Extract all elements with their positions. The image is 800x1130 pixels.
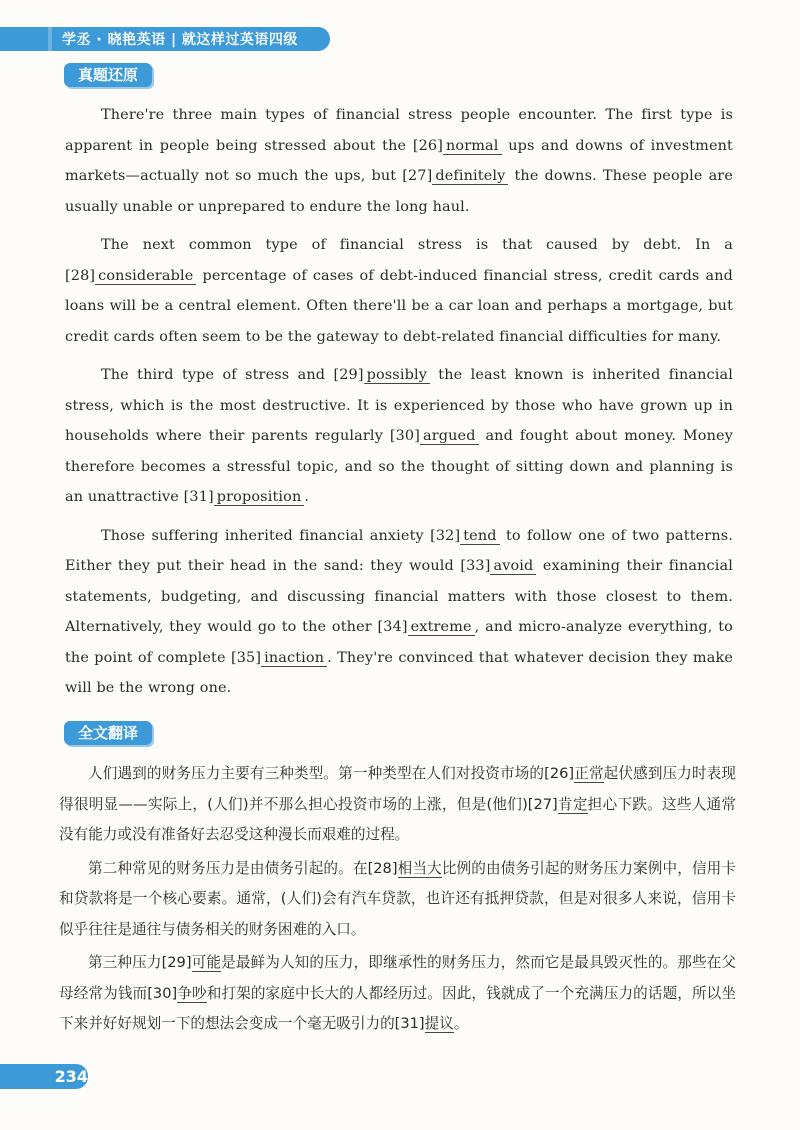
answer-word: argued bbox=[420, 428, 479, 445]
translation-paragraph bbox=[59, 759, 736, 851]
answer-word: 争吵 bbox=[177, 984, 207, 1002]
blank-number: [26] bbox=[544, 765, 575, 782]
blank-number: [26] bbox=[412, 137, 443, 154]
passage-text: the least known is inherited financial stress, which is the most destructive. It is experienced by those who have grown up in households where their parents regularly bbox=[65, 367, 733, 444]
book-title: 学丞 · 晓艳英语 | 就这样过英语四级 bbox=[62, 32, 298, 48]
blank-number: [31] bbox=[394, 1015, 425, 1032]
answer-word: 可能 bbox=[191, 954, 222, 971]
passage-text: The next common type of financial stress is that caused by debt. In a bbox=[101, 237, 733, 253]
answer-word: definitely bbox=[432, 168, 508, 185]
passage-paragraph bbox=[65, 521, 733, 704]
blank-number: [32] bbox=[430, 527, 461, 544]
blank-number: [27] bbox=[527, 795, 558, 813]
passage-english bbox=[65, 100, 733, 704]
blank-number: [30] bbox=[147, 984, 178, 1002]
blank-number: [28] bbox=[65, 267, 96, 284]
answer-word: tend bbox=[460, 528, 499, 545]
answer-word: 肯定 bbox=[557, 795, 588, 813]
translation-text: 人们遇到的财务压力主要有三种类型。第一种类型在人们对投资市场的 bbox=[88, 765, 545, 782]
passage-chinese bbox=[59, 759, 736, 1040]
answer-word: avoid bbox=[490, 558, 536, 575]
passage-paragraph bbox=[65, 100, 733, 222]
passage-text: the downs. These people are usually unable or unprepared to endure the long haul. bbox=[65, 168, 733, 215]
passage-text: There're three main types of financial stress people encounter. The first type is apparent in people being stressed about the bbox=[65, 107, 733, 154]
translation-text: 第二种常见的财务压力是由债务引起的。在 bbox=[88, 859, 368, 877]
passage-text: The third type of stress and bbox=[101, 367, 334, 383]
answer-word: 相当大 bbox=[397, 859, 442, 877]
passage-text: ups and downs of investment markets—actually not so much the ups, but bbox=[65, 137, 733, 184]
passage-text: to follow one of two patterns. Either they put their head in the sand: they would bbox=[65, 527, 733, 574]
page-number: 234 bbox=[54, 1067, 88, 1086]
page-number-badge bbox=[0, 1064, 88, 1089]
blank-number: [31] bbox=[183, 489, 214, 505]
passage-paragraph bbox=[65, 230, 733, 352]
translation-text: 第三种压力 bbox=[88, 954, 162, 971]
blank-number: [30] bbox=[389, 428, 420, 444]
blank-number: [28] bbox=[367, 859, 398, 877]
blank-number: [33] bbox=[460, 558, 491, 574]
passage-text: , and micro-analyze everything, to the point of complete bbox=[65, 619, 733, 666]
blank-number: [27] bbox=[402, 168, 433, 184]
answer-word: inaction bbox=[261, 650, 327, 667]
passage-text: . They're convinced that whatever decision they make will be the wrong one. bbox=[65, 649, 733, 696]
translation-paragraph bbox=[59, 948, 736, 1040]
answer-word: possibly bbox=[364, 367, 430, 384]
blank-number: [34] bbox=[377, 619, 408, 635]
answer-word: proposition bbox=[214, 489, 305, 506]
translation-text: 和打架的家庭中长大的人都经历过。因此，钱就成了一个充满压力的话题，所以坐下来并好好规划一下的想法会变成一个毫无吸引力的 bbox=[59, 984, 736, 1032]
translation-text: 担心下跌。这些人通常没有能力或没有准备好去忍受这种漫长而艰难的过程。 bbox=[59, 795, 736, 843]
passage-text: examining their financial statements, budgeting, and discussing financial matters with those closest to them. Alternatively, they would go to the other bbox=[65, 558, 734, 635]
header-decoration bbox=[48, 27, 52, 51]
translation-text: 。 bbox=[453, 1015, 469, 1032]
blank-number: [29] bbox=[161, 954, 192, 971]
blank-number: [29] bbox=[333, 367, 364, 383]
translation-paragraph bbox=[59, 854, 736, 946]
answer-word: normal bbox=[443, 138, 502, 155]
passage-text: . bbox=[304, 489, 310, 505]
passage-text: percentage of cases of debt-induced financial stress, credit cards and loans will be a central element. Often there'll be a car loan and perhaps a mortgage, but credit cards often seem to be the gateway to debt-related financial difficulties for many. bbox=[65, 267, 733, 345]
translation-text: 是最鲜为人知的压力，即继承性的财务压力，然而它是最具毁灭性的。那些在父母经常为钱而 bbox=[59, 954, 736, 1002]
section-label-translation: 全文翻译 bbox=[64, 721, 152, 745]
passage-text: Those suffering inherited financial anxiety bbox=[101, 527, 431, 544]
answer-word: extreme bbox=[408, 619, 475, 636]
section-label-original: 真题还原 bbox=[64, 63, 152, 87]
answer-word: considerable bbox=[95, 268, 196, 285]
translation-text: 起伏感到压力时表现得很明显——实际上，(人们)并不那么担心投资市场的上涨，但是(他们) bbox=[59, 765, 736, 813]
passage-text: and fought about money. Money therefore becomes a stressful topic, and so the thought of sitting down and planning is an unattractive bbox=[65, 428, 733, 505]
answer-word: 正常 bbox=[574, 765, 604, 782]
blank-number: [35] bbox=[230, 649, 262, 666]
translation-text: 比例的由债务引起的财务压力案例中，信用卡和贷款将是一个核心要素。通常，(人们)会有汽车贷款，也许还有抵押贷款，但是对很多人来说，信用卡似乎往往是通往与债务相关的财务困难的入口。 bbox=[59, 859, 736, 938]
answer-word: 提议 bbox=[424, 1015, 454, 1032]
passage-paragraph bbox=[65, 360, 733, 513]
